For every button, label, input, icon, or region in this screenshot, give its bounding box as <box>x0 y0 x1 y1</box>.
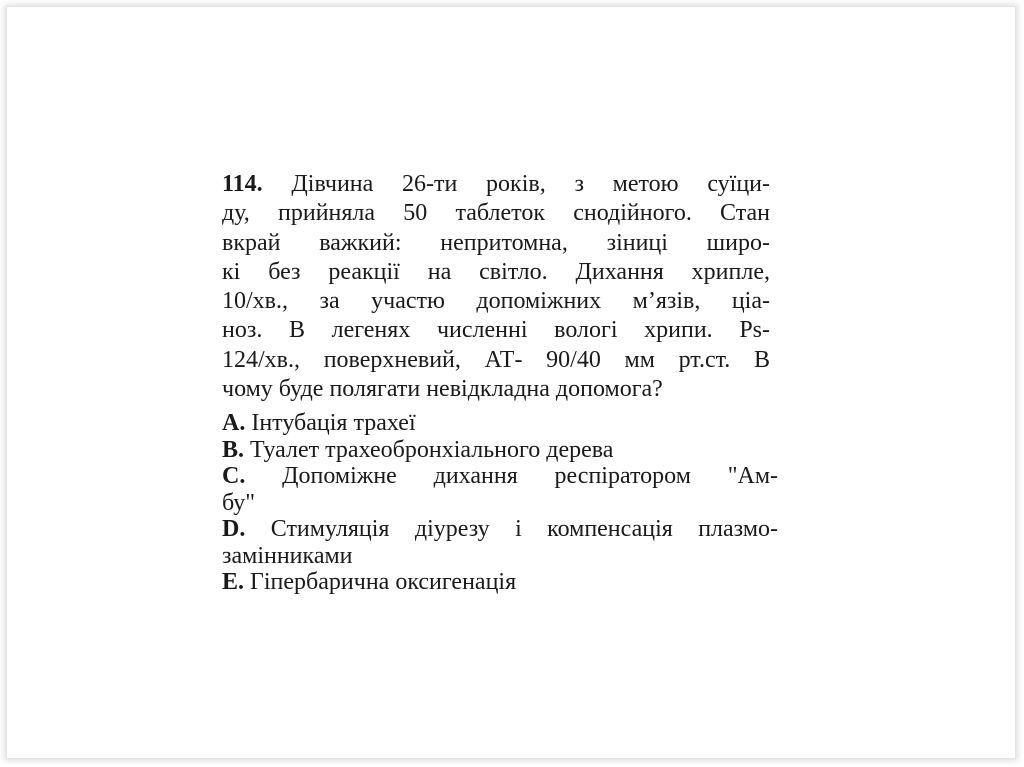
answer-letter-d: D. <box>222 516 246 542</box>
answer-option-e <box>222 569 778 596</box>
answer-option-d-continuation: замінниками <box>222 542 353 569</box>
answer-option-b <box>222 437 778 464</box>
answer-letter-e: E. <box>222 569 245 595</box>
question-number: 114. <box>222 171 263 197</box>
question-block <box>222 170 770 404</box>
answer-option-d <box>222 516 778 543</box>
answer-text-d: Стимуляція діурезу і компенсація плазмо- <box>270 516 778 542</box>
answer-option-c <box>222 463 778 490</box>
answer-letter-b: B. <box>222 436 245 463</box>
answer-option-c-continuation: бу" <box>222 489 256 516</box>
question-line-3: вкрай важкий: непритомна, зіниці широ- <box>222 229 770 256</box>
answer-option-a <box>222 410 778 437</box>
question-line-8: чому буде полягати невідкладна допомога? <box>222 376 663 403</box>
answer-options <box>222 410 778 596</box>
answer-text-c: Допоміжне дихання респіратором "Ам- <box>282 463 778 489</box>
question-line-7: 124/хв., поверхневий, АТ- 90/40 мм рт.ст. В <box>222 346 770 373</box>
question-line-6: ноз. В легенях численні вологі хрипи. Ps- <box>222 317 770 344</box>
answer-text-e: Гіпербарична оксигенація <box>250 569 517 595</box>
answer-text-a: Інтубація трахеї <box>251 410 416 436</box>
answer-letter-c: C. <box>222 463 246 489</box>
question-line-2: ду, прийняла 50 таблеток снодійного. Стан <box>222 200 770 227</box>
question-line-5: 10/хв., за участю допоміжних м’язів, ціа- <box>222 288 770 315</box>
question-line-1: 114. Дівчина 26-ти років, з метою суїци- <box>222 171 770 197</box>
answer-letter-a: A. <box>222 410 246 436</box>
question-line-4: кі без реакції на світло. Дихання хрипле, <box>222 258 770 285</box>
answer-text-b: Туалет трахеобронхіального дерева <box>250 436 614 463</box>
